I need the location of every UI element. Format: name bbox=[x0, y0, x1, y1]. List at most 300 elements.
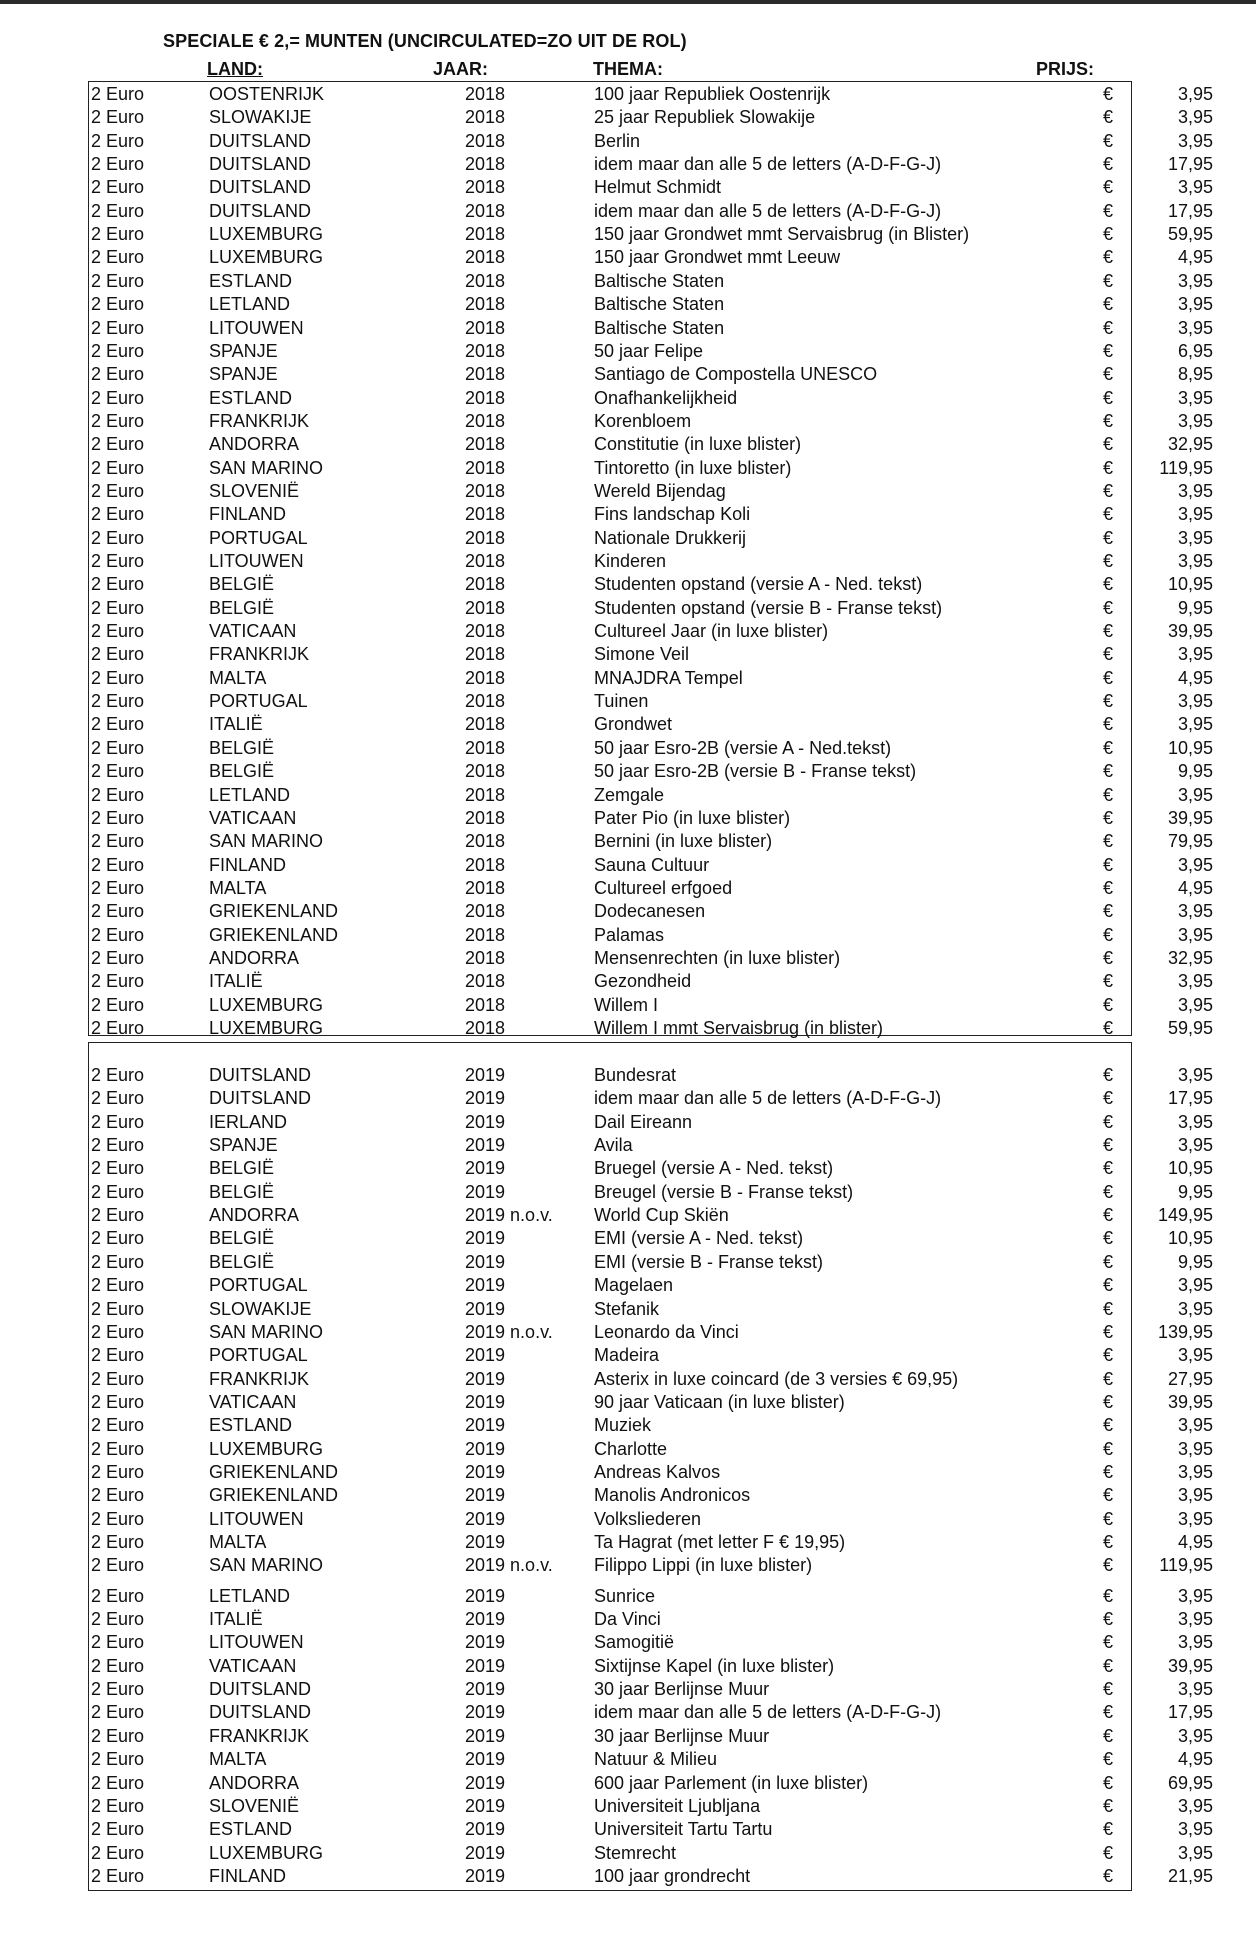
euro-sign: € bbox=[1103, 1772, 1114, 1793]
year-cell: 2018 bbox=[465, 574, 506, 595]
theme-cell: Korenbloem bbox=[594, 410, 692, 431]
theme-cell: Onafhankelijkheid bbox=[594, 387, 738, 408]
year-cell: 2018 bbox=[465, 644, 506, 665]
year-cell: 2019 bbox=[465, 1772, 506, 1793]
price-cell: 3,95 bbox=[1177, 387, 1213, 408]
theme-cell: Asterix in luxe coincard (de 3 versies € 69,95) bbox=[594, 1368, 959, 1389]
euro-sign: € bbox=[1103, 761, 1114, 782]
header-prijs: PRIJS: bbox=[1036, 59, 1095, 79]
country-cell: PORTUGAL bbox=[209, 1345, 308, 1366]
denomination-cell: 2 Euro bbox=[91, 621, 145, 642]
denomination-cell: 2 Euro bbox=[91, 317, 145, 338]
year-cell: 2019 bbox=[465, 1368, 506, 1389]
year-cell: 2019 bbox=[465, 1461, 506, 1482]
theme-cell: Cultureel erfgoed bbox=[594, 877, 733, 898]
year-cell: 2018 bbox=[465, 410, 506, 431]
denomination-cell: 2 Euro bbox=[91, 1368, 145, 1389]
theme-cell: Natuur & Milieu bbox=[594, 1749, 718, 1770]
page-title: SPECIALE € 2,= MUNTEN (UNCIRCULATED=ZO UIT DE ROL) bbox=[163, 31, 687, 51]
country-cell: ITALIË bbox=[209, 714, 263, 735]
price-cell: 3,95 bbox=[1177, 551, 1213, 571]
country-cell: ITALIË bbox=[209, 1609, 263, 1630]
theme-cell: Tuinen bbox=[594, 691, 649, 712]
theme-cell: Samogitië bbox=[594, 1632, 675, 1653]
euro-sign: € bbox=[1103, 270, 1114, 291]
price-cell: 3,95 bbox=[1177, 1135, 1213, 1156]
denomination-cell: 2 Euro bbox=[91, 761, 145, 782]
denomination-cell: 2 Euro bbox=[91, 130, 145, 151]
price-cell: 10,95 bbox=[1167, 1228, 1213, 1249]
theme-cell: Grondwet bbox=[594, 714, 673, 735]
euro-sign: € bbox=[1103, 247, 1114, 268]
country-cell: BELGIË bbox=[209, 597, 275, 618]
price-cell: 3,95 bbox=[1177, 1111, 1213, 1132]
euro-sign: € bbox=[1103, 994, 1114, 1015]
price-cell: 3,95 bbox=[1177, 1819, 1213, 1840]
price-cell: 3,95 bbox=[1177, 644, 1213, 665]
theme-cell: 25 jaar Republiek Slowakije bbox=[594, 107, 816, 128]
denomination-cell: 2 Euro bbox=[91, 947, 145, 968]
euro-sign: € bbox=[1103, 877, 1114, 898]
denomination-cell: 2 Euro bbox=[91, 551, 145, 571]
price-cell: 3,95 bbox=[1177, 410, 1213, 431]
denomination-cell: 2 Euro bbox=[91, 1321, 145, 1342]
denomination-cell: 2 Euro bbox=[91, 1585, 145, 1606]
theme-cell: idem maar dan alle 5 de letters (A-D-F-G-J) bbox=[594, 1088, 942, 1109]
denomination-cell: 2 Euro bbox=[91, 1065, 145, 1085]
euro-sign: € bbox=[1103, 1819, 1114, 1840]
country-cell: LUXEMBURG bbox=[209, 1842, 324, 1863]
country-cell: SLOVENIË bbox=[209, 1795, 300, 1816]
country-cell: DUITSLAND bbox=[209, 1065, 312, 1085]
euro-sign: € bbox=[1103, 621, 1114, 642]
year-cell: 2019 bbox=[465, 1749, 506, 1770]
euro-sign: € bbox=[1103, 737, 1114, 758]
year-cell: 2018 bbox=[465, 597, 506, 618]
year-cell: 2019 n.o.v. bbox=[465, 1321, 553, 1342]
country-cell: DUITSLAND bbox=[209, 130, 312, 151]
euro-sign: € bbox=[1103, 410, 1114, 431]
euro-sign: € bbox=[1103, 1228, 1114, 1249]
euro-sign: € bbox=[1103, 1135, 1114, 1156]
euro-sign: € bbox=[1103, 480, 1114, 501]
theme-cell: Helmut Schmidt bbox=[594, 177, 722, 198]
euro-sign: € bbox=[1103, 1018, 1114, 1038]
denomination-cell: 2 Euro bbox=[91, 107, 145, 128]
euro-sign: € bbox=[1103, 1065, 1114, 1085]
theme-cell: Tintoretto (in luxe blister) bbox=[594, 457, 792, 478]
denomination-cell: 2 Euro bbox=[91, 387, 145, 408]
year-cell: 2019 bbox=[465, 1819, 506, 1840]
theme-cell: idem maar dan alle 5 de letters (A-D-F-G-J) bbox=[594, 154, 942, 175]
country-cell: OOSTENRIJK bbox=[209, 84, 325, 104]
denomination-cell: 2 Euro bbox=[91, 1345, 145, 1366]
year-cell: 2018 bbox=[465, 971, 506, 992]
euro-sign: € bbox=[1103, 924, 1114, 945]
euro-sign: € bbox=[1103, 574, 1114, 595]
denomination-cell: 2 Euro bbox=[91, 737, 145, 758]
euro-sign: € bbox=[1103, 1609, 1114, 1630]
denomination-cell: 2 Euro bbox=[91, 177, 145, 198]
year-cell: 2019 bbox=[465, 1842, 506, 1863]
year-cell: 2018 bbox=[465, 200, 506, 221]
denomination-cell: 2 Euro bbox=[91, 784, 145, 805]
country-cell: MALTA bbox=[209, 667, 267, 688]
year-cell: 2019 bbox=[465, 1609, 506, 1630]
year-cell: 2018 bbox=[465, 107, 506, 128]
price-cell: 3,95 bbox=[1177, 971, 1213, 992]
year-cell: 2018 bbox=[465, 621, 506, 642]
theme-cell: 50 jaar Esro-2B (versie A - Ned.tekst) bbox=[594, 737, 892, 758]
theme-cell: Fins landschap Koli bbox=[594, 504, 751, 525]
theme-cell: 100 jaar grondrecht bbox=[594, 1865, 751, 1886]
year-cell: 2018 bbox=[465, 177, 506, 198]
country-cell: LETLAND bbox=[209, 1585, 291, 1606]
theme-cell: Sixtijnse Kapel (in luxe blister) bbox=[594, 1655, 835, 1676]
denomination-cell: 2 Euro bbox=[91, 1485, 145, 1506]
euro-sign: € bbox=[1103, 1158, 1114, 1179]
year-cell: 2019 bbox=[465, 1345, 506, 1366]
price-cell: 139,95 bbox=[1157, 1321, 1213, 1342]
euro-sign: € bbox=[1103, 947, 1114, 968]
price-cell: 3,95 bbox=[1177, 714, 1213, 735]
country-cell: BELGIË bbox=[209, 1158, 275, 1179]
year-cell: 2019 bbox=[465, 1702, 506, 1723]
denomination-cell: 2 Euro bbox=[91, 224, 145, 245]
theme-cell: Willem I mmt Servaisbrug (in blister) bbox=[594, 1018, 884, 1038]
theme-cell: idem maar dan alle 5 de letters (A-D-F-G-J) bbox=[594, 200, 942, 221]
euro-sign: € bbox=[1103, 1555, 1114, 1576]
year-cell: 2018 bbox=[465, 317, 506, 338]
denomination-cell: 2 Euro bbox=[91, 1298, 145, 1319]
denomination-cell: 2 Euro bbox=[91, 971, 145, 992]
country-cell: GRIEKENLAND bbox=[209, 1485, 339, 1506]
theme-cell: Dail Eireann bbox=[594, 1111, 693, 1132]
euro-sign: € bbox=[1103, 1679, 1114, 1700]
euro-sign: € bbox=[1103, 714, 1114, 735]
price-cell: 39,95 bbox=[1167, 807, 1213, 828]
euro-sign: € bbox=[1103, 667, 1114, 688]
theme-cell: Sunrice bbox=[594, 1585, 656, 1606]
price-cell: 3,95 bbox=[1177, 691, 1213, 712]
denomination-cell: 2 Euro bbox=[91, 200, 145, 221]
price-cell: 3,95 bbox=[1177, 84, 1213, 104]
theme-cell: 100 jaar Republiek Oostenrijk bbox=[594, 84, 831, 104]
year-cell: 2018 bbox=[465, 247, 506, 268]
price-cell: 3,95 bbox=[1177, 480, 1213, 501]
theme-cell: Studenten opstand (versie B - Franse tekst) bbox=[594, 597, 943, 618]
euro-sign: € bbox=[1103, 1508, 1114, 1529]
price-cell: 3,95 bbox=[1177, 1485, 1213, 1506]
year-cell: 2019 bbox=[465, 1251, 506, 1272]
country-cell: SAN MARINO bbox=[209, 831, 324, 852]
price-cell: 3,95 bbox=[1177, 1065, 1213, 1085]
euro-sign: € bbox=[1103, 457, 1114, 478]
country-cell: DUITSLAND bbox=[209, 177, 312, 198]
euro-sign: € bbox=[1103, 1485, 1114, 1506]
header-thema: THEMA: bbox=[593, 59, 663, 79]
denomination-cell: 2 Euro bbox=[91, 714, 145, 735]
theme-cell: Muziek bbox=[594, 1415, 652, 1436]
denomination-cell: 2 Euro bbox=[91, 994, 145, 1015]
price-cell: 59,95 bbox=[1167, 1018, 1213, 1038]
year-cell: 2018 bbox=[465, 224, 506, 245]
euro-sign: € bbox=[1103, 504, 1114, 525]
price-cell: 39,95 bbox=[1167, 621, 1213, 642]
country-cell: IERLAND bbox=[209, 1111, 288, 1132]
year-cell: 2019 bbox=[465, 1865, 506, 1886]
price-cell: 3,95 bbox=[1177, 901, 1213, 922]
year-cell: 2018 bbox=[465, 691, 506, 712]
theme-cell: Nationale Drukkerij bbox=[594, 527, 747, 548]
price-cell: 4,95 bbox=[1177, 1749, 1213, 1770]
price-cell: 3,95 bbox=[1177, 854, 1213, 875]
denomination-cell: 2 Euro bbox=[91, 831, 145, 852]
year-cell: 2019 bbox=[465, 1158, 506, 1179]
denomination-cell: 2 Euro bbox=[91, 247, 145, 268]
year-cell: 2018 bbox=[465, 667, 506, 688]
price-cell: 79,95 bbox=[1167, 831, 1213, 852]
year-cell: 2019 bbox=[465, 1438, 506, 1459]
country-cell: SPANJE bbox=[209, 1135, 278, 1156]
denomination-cell: 2 Euro bbox=[91, 667, 145, 688]
denomination-cell: 2 Euro bbox=[91, 1228, 145, 1249]
year-cell: 2019 bbox=[465, 1065, 506, 1085]
theme-cell: idem maar dan alle 5 de letters (A-D-F-G-J) bbox=[594, 1702, 942, 1723]
euro-sign: € bbox=[1103, 1725, 1114, 1746]
euro-sign: € bbox=[1103, 130, 1114, 151]
theme-cell: Da Vinci bbox=[594, 1609, 661, 1630]
country-cell: SAN MARINO bbox=[209, 1555, 324, 1576]
country-cell: ESTLAND bbox=[209, 387, 293, 408]
denomination-cell: 2 Euro bbox=[91, 504, 145, 525]
country-cell: DUITSLAND bbox=[209, 154, 312, 175]
year-cell: 2018 bbox=[465, 364, 506, 385]
denomination-cell: 2 Euro bbox=[91, 294, 145, 315]
theme-cell: Magelaen bbox=[594, 1275, 674, 1296]
price-cell: 3,95 bbox=[1177, 130, 1213, 151]
year-cell: 2018 bbox=[465, 714, 506, 735]
country-cell: PORTUGAL bbox=[209, 691, 308, 712]
denomination-cell: 2 Euro bbox=[91, 644, 145, 665]
theme-cell: MNAJDRA Tempel bbox=[594, 667, 743, 688]
denomination-cell: 2 Euro bbox=[91, 270, 145, 291]
denomination-cell: 2 Euro bbox=[91, 480, 145, 501]
price-cell: 4,95 bbox=[1177, 247, 1213, 268]
country-cell: VATICAAN bbox=[209, 621, 297, 642]
euro-sign: € bbox=[1103, 1795, 1114, 1816]
denomination-cell: 2 Euro bbox=[91, 1632, 145, 1653]
price-cell: 39,95 bbox=[1167, 1391, 1213, 1412]
denomination-cell: 2 Euro bbox=[91, 1749, 145, 1770]
year-cell: 2018 bbox=[465, 340, 506, 361]
theme-cell: Berlin bbox=[594, 130, 641, 151]
denomination-cell: 2 Euro bbox=[91, 574, 145, 595]
country-cell: SLOWAKIJE bbox=[209, 107, 312, 128]
theme-cell: Leonardo da Vinci bbox=[594, 1321, 739, 1342]
euro-sign: € bbox=[1103, 1461, 1114, 1482]
theme-cell: Sauna Cultuur bbox=[594, 854, 710, 875]
year-cell: 2018 bbox=[465, 924, 506, 945]
country-cell: ANDORRA bbox=[209, 947, 300, 968]
price-cell: 3,95 bbox=[1177, 1632, 1213, 1653]
denomination-cell: 2 Euro bbox=[91, 340, 145, 361]
country-cell: ESTLAND bbox=[209, 1415, 293, 1436]
year-cell: 2018 bbox=[465, 84, 506, 104]
country-cell: LUXEMBURG bbox=[209, 1438, 324, 1459]
price-cell: 3,95 bbox=[1177, 270, 1213, 291]
denomination-cell: 2 Euro bbox=[91, 1461, 145, 1482]
euro-sign: € bbox=[1103, 1298, 1114, 1319]
theme-cell: Stefanik bbox=[594, 1298, 660, 1319]
theme-cell: 30 jaar Berlijnse Muur bbox=[594, 1679, 770, 1700]
price-cell: 3,95 bbox=[1177, 527, 1213, 548]
euro-sign: € bbox=[1103, 200, 1114, 221]
country-cell: FRANKRIJK bbox=[209, 1368, 310, 1389]
price-cell: 3,95 bbox=[1177, 1609, 1213, 1630]
theme-cell: Dodecanesen bbox=[594, 901, 706, 922]
price-cell: 3,95 bbox=[1177, 1461, 1213, 1482]
country-cell: BELGIË bbox=[209, 761, 275, 782]
year-cell: 2018 bbox=[465, 294, 506, 315]
euro-sign: € bbox=[1103, 1585, 1114, 1606]
year-cell: 2018 bbox=[465, 387, 506, 408]
euro-sign: € bbox=[1103, 1749, 1114, 1770]
denomination-cell: 2 Euro bbox=[91, 1655, 145, 1676]
year-cell: 2018 bbox=[465, 761, 506, 782]
euro-sign: € bbox=[1103, 644, 1114, 665]
price-cell: 4,95 bbox=[1177, 667, 1213, 688]
country-cell: ESTLAND bbox=[209, 270, 293, 291]
euro-sign: € bbox=[1103, 294, 1114, 315]
theme-cell: 50 jaar Esro-2B (versie B - Franse tekst) bbox=[594, 761, 917, 782]
country-cell: LETLAND bbox=[209, 784, 291, 805]
year-cell: 2019 n.o.v. bbox=[465, 1205, 553, 1226]
price-cell: 3,95 bbox=[1177, 1508, 1213, 1529]
denomination-cell: 2 Euro bbox=[91, 807, 145, 828]
euro-sign: € bbox=[1103, 1275, 1114, 1296]
denomination-cell: 2 Euro bbox=[91, 1181, 145, 1202]
euro-sign: € bbox=[1103, 224, 1114, 245]
theme-cell: Filippo Lippi (in luxe blister) bbox=[594, 1555, 813, 1576]
price-cell: 119,95 bbox=[1159, 457, 1213, 478]
country-cell: ANDORRA bbox=[209, 1205, 300, 1226]
theme-cell: Universiteit Ljubljana bbox=[594, 1795, 761, 1816]
year-cell: 2019 bbox=[465, 1725, 506, 1746]
euro-sign: € bbox=[1103, 364, 1114, 385]
theme-cell: Charlotte bbox=[594, 1438, 668, 1459]
country-cell: MALTA bbox=[209, 1532, 267, 1552]
year-cell: 2018 bbox=[465, 901, 506, 922]
year-cell: 2019 bbox=[465, 1135, 506, 1156]
year-cell: 2019 bbox=[465, 1181, 506, 1202]
price-cell: 3,95 bbox=[1177, 1725, 1213, 1746]
header-jaar: JAAR: bbox=[433, 59, 489, 79]
country-cell: VATICAAN bbox=[209, 807, 297, 828]
theme-cell: Ta Hagrat (met letter F € 19,95) bbox=[594, 1532, 846, 1552]
denomination-cell: 2 Euro bbox=[91, 1158, 145, 1179]
country-cell: BELGIË bbox=[209, 1181, 275, 1202]
denomination-cell: 2 Euro bbox=[91, 691, 145, 712]
country-cell: VATICAAN bbox=[209, 1391, 297, 1412]
denomination-cell: 2 Euro bbox=[91, 1415, 145, 1436]
euro-sign: € bbox=[1103, 387, 1114, 408]
year-cell: 2018 bbox=[465, 480, 506, 501]
denomination-cell: 2 Euro bbox=[91, 364, 145, 385]
year-cell: 2018 bbox=[465, 154, 506, 175]
theme-cell: Palamas bbox=[594, 924, 665, 945]
country-cell: MALTA bbox=[209, 877, 267, 898]
price-cell: 69,95 bbox=[1167, 1772, 1213, 1793]
price-cell: 10,95 bbox=[1167, 574, 1213, 595]
euro-sign: € bbox=[1103, 527, 1114, 548]
price-cell: 3,95 bbox=[1177, 994, 1213, 1015]
denomination-cell: 2 Euro bbox=[91, 1702, 145, 1723]
theme-cell: Bernini (in luxe blister) bbox=[594, 831, 773, 852]
euro-sign: € bbox=[1103, 1702, 1114, 1723]
denomination-cell: 2 Euro bbox=[91, 1795, 145, 1816]
price-cell: 6,95 bbox=[1177, 340, 1213, 361]
theme-cell: 30 jaar Berlijnse Muur bbox=[594, 1725, 770, 1746]
year-cell: 2019 bbox=[465, 1111, 506, 1132]
price-cell: 10,95 bbox=[1167, 737, 1213, 758]
price-cell: 3,95 bbox=[1177, 1298, 1213, 1319]
price-cell: 32,95 bbox=[1167, 434, 1213, 455]
year-cell: 2019 bbox=[465, 1795, 506, 1816]
denomination-cell: 2 Euro bbox=[91, 1438, 145, 1459]
price-cell: 4,95 bbox=[1177, 1532, 1213, 1552]
price-cell: 3,95 bbox=[1177, 294, 1213, 315]
theme-cell: EMI (versie A - Ned. tekst) bbox=[594, 1228, 804, 1249]
denomination-cell: 2 Euro bbox=[91, 434, 145, 455]
denomination-cell: 2 Euro bbox=[91, 1018, 145, 1038]
price-cell: 3,95 bbox=[1177, 1415, 1213, 1436]
price-cell: 9,95 bbox=[1177, 597, 1213, 618]
price-cell: 3,95 bbox=[1177, 107, 1213, 128]
price-cell: 59,95 bbox=[1167, 224, 1213, 245]
denomination-cell: 2 Euro bbox=[91, 901, 145, 922]
year-cell: 2019 bbox=[465, 1298, 506, 1319]
year-cell: 2019 bbox=[465, 1632, 506, 1653]
denomination-cell: 2 Euro bbox=[91, 1555, 145, 1576]
country-cell: GRIEKENLAND bbox=[209, 924, 339, 945]
price-cell: 4,95 bbox=[1177, 877, 1213, 898]
scan-top-edge bbox=[0, 0, 1256, 4]
denomination-cell: 2 Euro bbox=[91, 1772, 145, 1793]
year-cell: 2018 bbox=[465, 551, 506, 571]
theme-cell: Volksliederen bbox=[594, 1508, 702, 1529]
country-cell: DUITSLAND bbox=[209, 1088, 312, 1109]
price-cell: 149,95 bbox=[1157, 1205, 1213, 1226]
theme-cell: Bundesrat bbox=[594, 1065, 677, 1085]
country-cell: GRIEKENLAND bbox=[209, 901, 339, 922]
euro-sign: € bbox=[1103, 1865, 1114, 1886]
theme-cell: Avila bbox=[594, 1135, 633, 1156]
denomination-cell: 2 Euro bbox=[91, 1679, 145, 1700]
theme-cell: World Cup Skiën bbox=[594, 1205, 729, 1226]
price-cell: 3,95 bbox=[1177, 1795, 1213, 1816]
euro-sign: € bbox=[1103, 84, 1114, 104]
price-cell: 3,95 bbox=[1177, 784, 1213, 805]
price-cell: 9,95 bbox=[1177, 1181, 1213, 1202]
price-cell: 3,95 bbox=[1177, 504, 1213, 525]
denomination-cell: 2 Euro bbox=[91, 1842, 145, 1863]
country-cell: ITALIË bbox=[209, 971, 263, 992]
euro-sign: € bbox=[1103, 901, 1114, 922]
theme-cell: EMI (versie B - Franse tekst) bbox=[594, 1251, 824, 1272]
header-land: LAND: bbox=[207, 59, 263, 79]
theme-cell: Universiteit Tartu Tartu bbox=[594, 1819, 773, 1840]
